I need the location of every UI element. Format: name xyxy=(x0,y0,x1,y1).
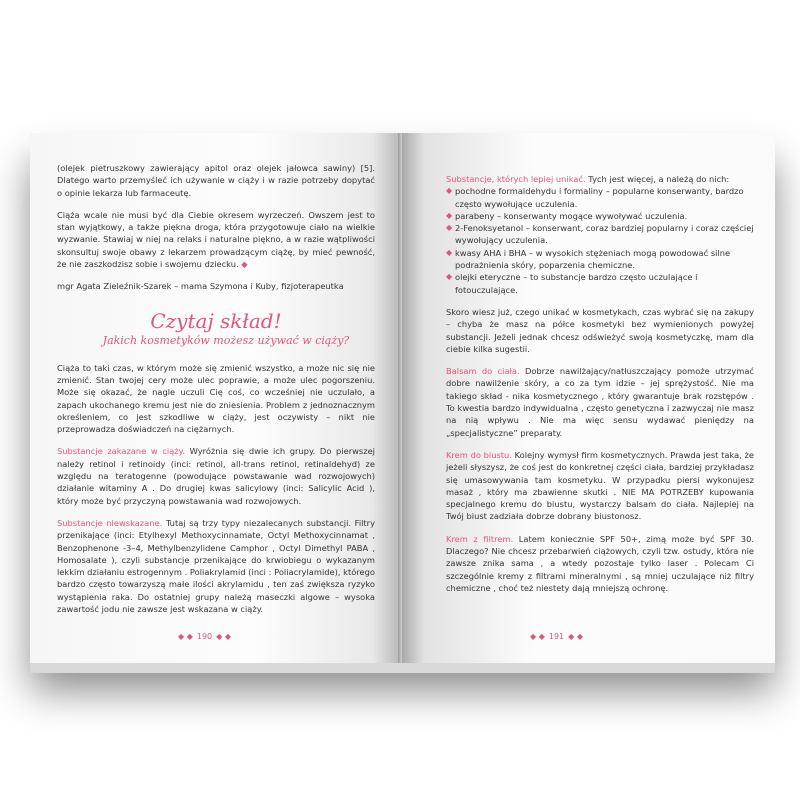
right-page-content xyxy=(446,173,754,604)
list-item: ◆ olejki eteryczne – to substancje bardzo często uczulające i fotouczulające. xyxy=(446,272,698,295)
paragraph: Skoro wiesz już, czego unikać w kosmetykach, czas wybrać się na zakupy – chyba że masz na półce kosmetyki bez wymienionych powyżej substancji. Jeżeli jednak chcesz odświeżyć swoją kosmetyczkę, mam dla ciebie kilka sugestii. xyxy=(446,306,754,354)
heading-main: Czytaj skład! xyxy=(150,308,282,333)
paragraph-label: Substancje, których lepiej unikać. xyxy=(446,174,586,184)
left-page xyxy=(30,133,402,663)
page-mark-icon: ◆ ◆ xyxy=(568,632,583,641)
paragraph: Balsam do ciała. Dobrze nawilżający/natłuszczający pomoże utrzymać dobre nawilżenie skóry, a co za tym idzie – jej sprężystość. Nie ma takiego skład - nika kosmetycznego , który gwarantuje brak rozstępów . To kwestia bardzo indywidualna , często genetyczna i zazwyczaj nie masz na nią wpływu . Nie ma więc sensu wydawać pieniędzy na „specjalistyczne” preparaty. xyxy=(446,366,754,438)
page-mark-icon: ◆ ◆ xyxy=(178,632,193,641)
page-number: ◆ ◆ 191 ◆ ◆ xyxy=(530,632,583,641)
list-item: ◆ pochodne formaldehydu i formaliny – popularne konserwanty, bardzo często wywołujące uczulenia. xyxy=(446,186,744,209)
paragraph: Krem do biustu. Kolejny wymysł firm kosmetycznych. Prawda jest taka, że jeżeli słyszysz, że coś jest do konkretnej części ciała, bardziej przykładasz się umasowywania tam kosmetyku. W przypadku piersi wykonujesz masaż , który ma zbawienne skutki . NIE MA POTRZEBY kupowania specjalnego kremu do biustu, wystarczy balsam do ciała. Najlepiej na Twój biust zadziała dobrze dobrany biustonosz. xyxy=(446,449,755,522)
open-book xyxy=(30,133,775,673)
end-mark-icon: ◆ xyxy=(241,259,248,270)
paragraph-label: Krem do biustu. xyxy=(446,449,512,460)
bullet-icon: ◆ xyxy=(446,210,453,220)
bullet-icon: ◆ xyxy=(446,247,453,257)
left-page-content xyxy=(57,162,375,625)
paragraph-label: Substancje niewskazane. xyxy=(57,517,163,528)
page-mark-icon: ◆ ◆ xyxy=(216,632,231,641)
substance-list xyxy=(446,185,754,296)
paragraph: Krem z filtrem. Latem koniecznie SPF 50+, zimą może być SPF 30. Dlaczego? Nie chcesz przebarwień ciążowych, czyli tzw. ostudy, która nie zawsze znika sama , a wtedy pozostaje tylko laser . Polecam Ci szczególnie kremy z filtrami mineralnymi , są mniej uczulające niż filtry chemiczne , choć też niestety dają mniejszą ochronę. xyxy=(446,533,754,593)
heading-sub: Jakich kosmetyków możesz używać w ciąży? xyxy=(102,333,350,347)
paragraph: Ciąża wcale nie musi być dla Ciebie okresem wyrzeczeń. Owszem jest to stan wyjątkowy, a także piękna droga, która przygotowuje ciało na wielkie wyzwanie. Stawiaj w niej na relaks i naturalne piękno, a w razie wątpliwości skonsultuj swoje obawy z lekarzem prowadzącym ciążę, by mieć pewność, że nie zaszkodzisz sobie i swojemu dziecku. ◆ xyxy=(57,209,375,270)
list-item: ◆ parabeny – konserwanty mogące wywoływać uczulenia. xyxy=(446,210,688,221)
paragraph-label: Krem z filtrem. xyxy=(446,533,514,544)
paragraph-label: Substancje zakazane w ciąży. xyxy=(57,446,186,457)
paragraph: (olejek pietruszkowy zawierający apitol oraz olejek jałowca sawiny) [5]. Dlatego warto przemyśleć ich używanie w ciąży i w razie potrzeby dopytać o opinie lekarza lub farmaceutę. xyxy=(57,163,375,198)
paragraph: Substancje niewskazane. Tutaj są trzy typy niezalecanych substancji. Filtry przenikające (inci: Etylhexyl Methoxycinnamate, Octyl Methoxycinnamat , Benzophenone -3–4, Methylbenzylidene Camphor , Octyl Dimethyl PABA , Homosalate ), czyli substancje przenikające do krwiobiegu o wykazanym lekkim działaniu estrogennym . Poliakrylamid (inci : Poliacrylamide), którego bardzo często towarzyszą małe ilości akrylamidu , ten zaś zwiększa ryzyko wystąpienia raka. Do ostatniej grupy należą maseczki algowe – wysoka zawartość jodu nie zawsze jest wskazana w ciąży. xyxy=(57,517,376,615)
bullet-icon: ◆ xyxy=(446,223,453,233)
list-item: ◆ 2-Fenoksyetanol – konserwant, coraz bardziej popularny i coraz częściej wywołujący uczulenia. xyxy=(446,223,754,246)
right-page xyxy=(402,133,775,663)
paragraph: Substancje zakazane w ciąży. Wyróżnia się dwie ich grupy. Do pierwszej należy retinol i retinoidy (inci: retinol, all-trans retinol, retinaldehyd) ze względu na teratogenne (powodujące powstawanie wad rozwojowych) działanie witaminy A . Do drugiej kwas salicylowy (inci: Salicylic Acid ), który może być przyczyną powstawania wad rozwojowych. xyxy=(57,446,375,506)
paragraph: Ciąża to taki czas, w którym może się zmienić wszystko, a może nic się nie zmienić. Stan twojej cery może ulec poprawie, a może ulec pogorszeniu. Może się okazać, że nagle uczuli Cię coś, co wcześniej nie uczulało, a zapach ukochanego kremu jest nie do zniesienia. Problem z jednoznacznym określeniem, co jest szkodliwe w ciąży, jest oczywisty – nikt nie przeprowadza doświadczeń na ciężarnych. xyxy=(57,362,375,435)
bullet-icon: ◆ xyxy=(446,186,453,196)
bullet-icon: ◆ xyxy=(446,272,453,282)
paragraph-label: Balsam do ciała. xyxy=(446,366,520,377)
signature: mgr Agata Zieleźnik-Szarek – mama Szymona i Kuby, fizjoterapeutka xyxy=(57,281,344,292)
page-number: ◆ ◆ 190 ◆ ◆ xyxy=(178,632,231,641)
list-item: ◆ kwasy AHA i BHA – w wysokich stężeniach mogą powodować silne podrażnienia skóry, poparzenia chemiczne. xyxy=(446,247,731,271)
page-mark-icon: ◆ ◆ xyxy=(530,632,545,641)
paragraph: Substancje, których lepiej unikać. Tych jest więcej, a należą do nich: xyxy=(446,174,730,184)
section-heading xyxy=(57,309,375,348)
